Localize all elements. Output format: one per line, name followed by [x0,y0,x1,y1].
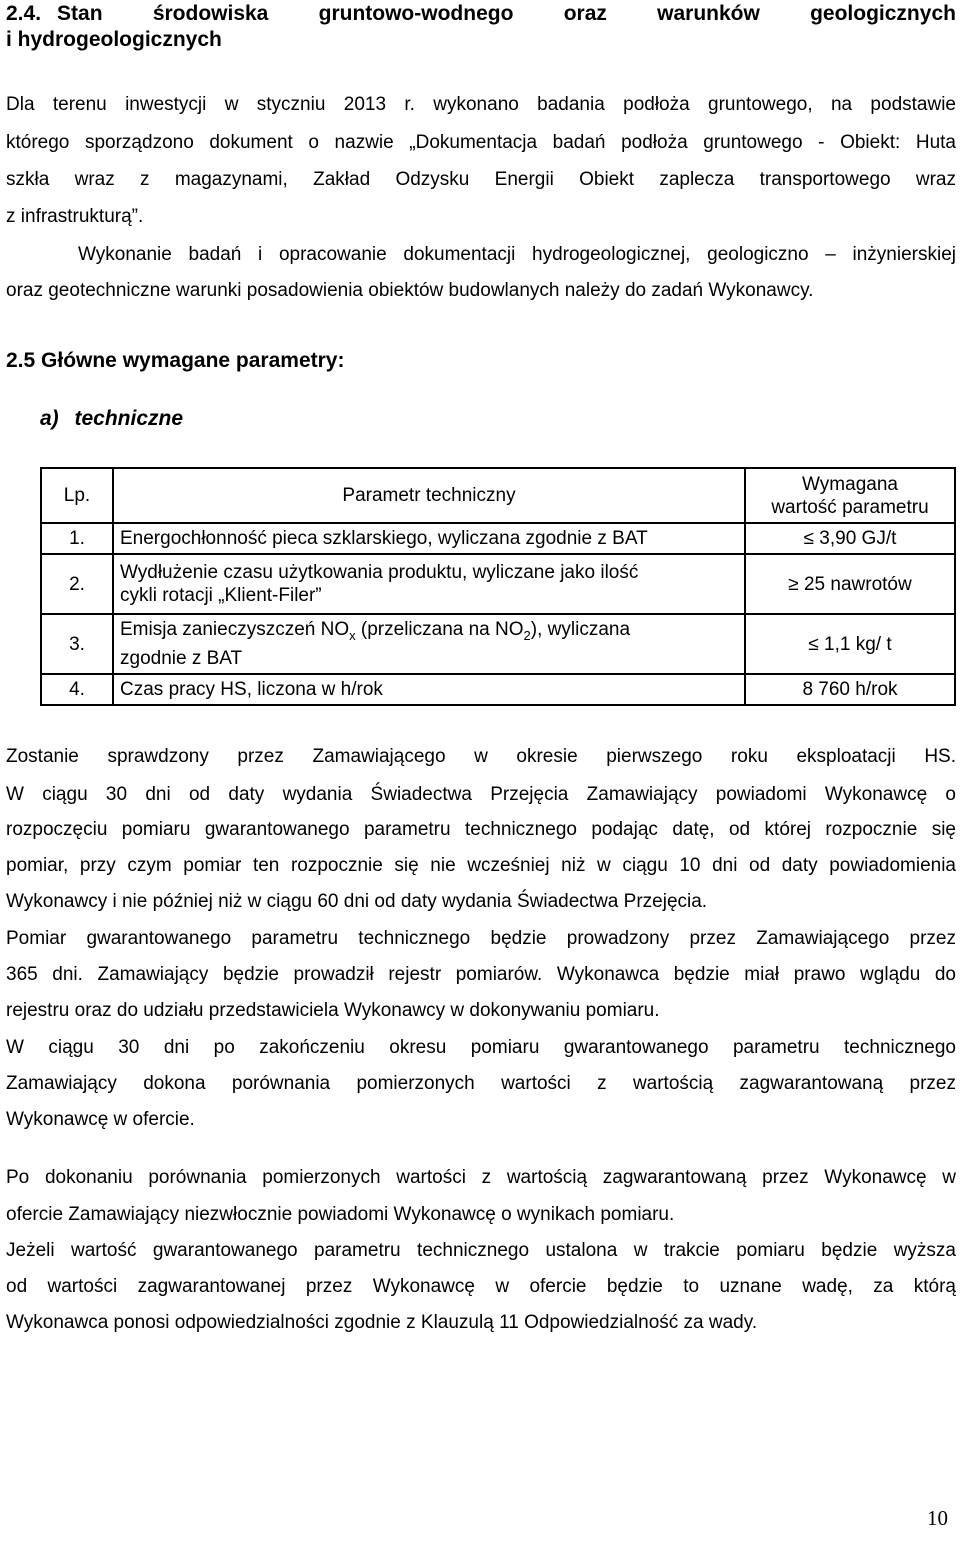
table-row [41,523,955,554]
header-parameter: Parametr techniczny [113,468,745,523]
row-value: ≤ 3,90 GJ/t [745,523,955,554]
parameters-table [40,467,956,706]
heading-word: gruntowo-wodnego [318,2,514,25]
row-parameter-line1: Wydłużenie czasu użytkowania produktu, wyliczane jako ilość [120,562,639,583]
row-parameter-line1 [120,618,738,647]
body-line: Jeżeli wartość gwarantowanego parametru technicznego ustalona w trakcie pomiaru będzie wyższa [6,1240,956,1261]
body-line: Wykonawca ponosi odpowiedzialności zgodnie z Klauzulą 11 Odpowiedzialność za wady. [6,1312,758,1333]
row-parameter: Energochłonność pieca szklarskiego, wyliczana zgodnie z BAT [113,523,745,554]
intro-line: szkła wraz z magazynami, Zakład Odzysku Energii Obiekt zaplecza transportowego wraz [6,169,956,190]
body-line: Po dokonaniu porównania pomierzonych wartości z wartością zagwarantowaną przez Wykonawcę w [6,1167,956,1188]
body-line: 365 dni. Zamawiający będzie prowadził rejestr pomiarów. Wykonawca będzie miał prawo wglądu do [6,964,956,985]
page-number: 10 [927,1506,948,1530]
row-lp: 4. [41,674,113,705]
body-line: rejestru oraz do udziału przedstawiciela Wykonawcy w dokonywaniu pomiaru. [6,1000,660,1021]
header-value-line2: wartość parametru [771,496,929,518]
body-line: Wykonawcy i nie później niż w ciągu 60 dni od daty wydania Świadectwa Przejęcia. [6,891,708,912]
body-line: W ciągu 30 dni po zakończeniu okresu pomiaru gwarantowanego parametru technicznego [6,1037,956,1058]
body-line: Wykonawcę w ofercie. [6,1109,195,1130]
body-line: pomiar, przy czym pomiar ten rozpocznie się nie wcześniej niż w ciągu 10 dni od daty powiadomienia [6,855,956,876]
body-line: Zostanie sprawdzony przez Zamawiającego w okresie pierwszego roku eksploatacji HS. [6,746,956,767]
subscript-x: x [349,627,356,643]
body-line: ofercie Zamawiający niezwłocznie powiadomi Wykonawcę o wynikach pomiaru. [6,1204,675,1225]
emission-text-b: (przeliczana na NO [355,619,524,641]
table-row [41,554,955,614]
intro-line: którego sporządzono dokument o nazwie „Dokumentacja badań podłoża gruntowego - Obiekt: Huta [6,132,956,153]
row-lp: 2. [41,554,113,614]
emission-text-c: ), wyliczana [530,619,631,641]
intro-line: Wykonanie badań i opracowanie dokumentacji hydrogeologicznej, geologiczno – inżynierskiej [78,244,956,265]
subsection-heading-a: a) techniczne [40,407,184,430]
row-parameter [113,554,745,614]
table-row [41,614,955,674]
subscript-2: 2 [523,627,531,643]
intro-line: z infrastrukturą”. [6,206,144,227]
body-line: W ciągu 30 dni od daty wydania Świadectwa Przejęcia Zamawiający powiadomi Wykonawcę o [6,784,956,805]
row-parameter-line2: cykli rotacji „Klient-Filer” [120,585,322,606]
header-lp: Lp. [41,468,113,523]
emission-text-a: Emisja zanieczyszczeń NO [120,619,350,641]
row-lp: 1. [41,523,113,554]
intro-line: Dla terenu inwestycji w styczniu 2013 r. wykonano badania podłoża gruntowego, na podstawie [6,94,956,115]
section-heading-2-4 [6,2,956,26]
table-header-row [41,468,955,523]
body-line: Zamawiający dokona porównania pomierzonych wartości z wartością zagwarantowaną przez [6,1073,956,1094]
section-heading-2-5: 2.5 Główne wymagane parametry: [6,349,345,372]
row-parameter: Czas pracy HS, liczona w h/rok [113,674,745,705]
row-value: ≤ 1,1 kg/ t [745,614,955,674]
row-lp: 3. [41,614,113,674]
row-parameter [113,614,745,674]
body-line: rozpoczęciu pomiaru gwarantowanego parametru technicznego podając datę, od której rozpocznie się [6,819,956,840]
heading-word: środowiska [152,2,269,25]
heading-word: Stan [57,2,103,25]
body-line: od wartości zagwarantowanej przez Wykonawcę w ofercie będzie to uznane wadę, za którą [6,1276,956,1297]
heading-word: oraz [563,2,607,25]
body-line: Pomiar gwarantowanego parametru technicznego będzie prowadzony przez Zamawiającego przez [6,928,956,949]
row-value: ≥ 25 nawrotów [745,554,955,614]
header-value-line1: Wymagana [802,473,898,495]
section-number: 2.4. [6,2,42,25]
heading-word: geologicznych [810,2,956,25]
heading-word: warunków [657,2,760,25]
intro-line: oraz geotechniczne warunki posadowienia obiektów budowlanych należy do zadań Wykonawcy. [6,280,814,301]
header-value [745,468,955,523]
table-row [41,674,955,705]
row-parameter-line2: zgodnie z BAT [120,647,243,669]
row-value: 8 760 h/rok [745,674,955,705]
section-heading-2-4-line2: i hydrogeologicznych [6,28,222,51]
